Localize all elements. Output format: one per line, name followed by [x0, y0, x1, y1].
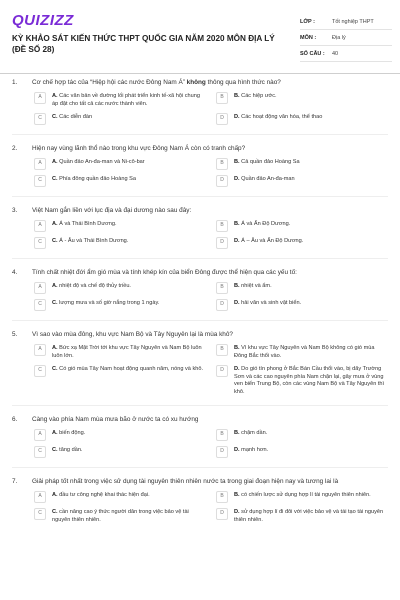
- question-number: 5.: [12, 331, 18, 338]
- option-label: Á - Âu và Thái Bình Dương.: [59, 238, 129, 244]
- option-c[interactable]: [34, 175, 206, 187]
- option-text: [234, 344, 388, 360]
- question-divider: [12, 134, 388, 135]
- option-label: Các diễn đàn: [59, 114, 93, 120]
- question-stem: [12, 330, 388, 339]
- option-key: C.: [52, 238, 58, 244]
- option-letter-box: C: [34, 113, 46, 125]
- option-letter-box: C: [34, 365, 46, 377]
- option-letter-box: C: [34, 446, 46, 458]
- option-letter-box: D: [216, 113, 228, 125]
- options-grid: [12, 344, 388, 396]
- option-label: chậm dần.: [241, 430, 268, 436]
- option-b[interactable]: [216, 158, 388, 170]
- option-label: có chiến lược sử dụng hợp lí tài nguyên thiên nhiên.: [241, 492, 371, 498]
- options-grid: [12, 491, 388, 524]
- option-key: B.: [234, 283, 240, 289]
- option-letter-box: A: [34, 344, 46, 356]
- option-text: [234, 113, 388, 122]
- option-text: [52, 220, 206, 229]
- option-text: [234, 446, 388, 455]
- option-key: A.: [52, 283, 58, 289]
- option-letter-box: B: [216, 220, 228, 232]
- option-letter-box: D: [216, 237, 228, 249]
- option-letter-box: B: [216, 344, 228, 356]
- option-c[interactable]: [34, 237, 206, 249]
- option-a[interactable]: [34, 491, 206, 503]
- option-a[interactable]: [34, 158, 206, 170]
- option-key: A.: [52, 221, 58, 227]
- options-grid: [12, 429, 388, 458]
- option-letter-box: A: [34, 158, 46, 170]
- option-label: lượng mưa và số giờ nắng trong 1 ngày.: [59, 300, 160, 306]
- option-label: Có gió mùa Tây Nam hoạt động quanh năm, nóng và khô.: [59, 366, 204, 372]
- option-text: [52, 491, 206, 500]
- option-text: [234, 282, 388, 291]
- meta-label: LỚP :: [300, 18, 315, 25]
- meta-value: 40: [332, 50, 339, 57]
- quizizz-logo: QUIZIZZ: [12, 12, 74, 29]
- option-label: Bức xạ Mặt Trời tới khu vực Tây Nguyên và Nam Bộ luôn luôn lớn.: [52, 345, 202, 359]
- option-c[interactable]: [34, 299, 206, 311]
- option-text: [52, 158, 206, 167]
- option-text: [52, 113, 206, 122]
- option-letter-box: C: [34, 508, 46, 520]
- question-text: Hiện nay vùng lãnh thổ nào trong khu vực Đông Nam Á còn có tranh chấp?: [32, 145, 246, 152]
- option-text: [234, 158, 388, 167]
- option-text: [234, 175, 388, 184]
- option-letter-box: A: [34, 282, 46, 294]
- question-1: [0, 78, 400, 125]
- option-key: B.: [234, 221, 240, 227]
- question-text: Tính chất nhiệt đới ẩm gió mùa và tính khép kín của biển Đông được thể hiện qua các yếu tố:: [32, 269, 297, 276]
- meta-table: [300, 14, 392, 62]
- option-d[interactable]: [216, 175, 388, 187]
- option-label: mạnh hơn.: [241, 447, 269, 453]
- option-label: Á và Ấn Độ Dương.: [241, 221, 291, 227]
- option-c[interactable]: [34, 365, 206, 396]
- option-text: [234, 365, 388, 396]
- option-key: A.: [52, 430, 58, 436]
- question-stem: [12, 415, 388, 424]
- question-divider: [12, 467, 388, 468]
- option-c[interactable]: [34, 508, 206, 524]
- option-key: D.: [234, 509, 240, 515]
- option-a[interactable]: [34, 92, 206, 108]
- option-label: Do gió tín phong ở Bắc Bán Cầu thổi vào, bị dãy Trường Sơn và các cao nguyên phía Nam chặn lại, gây mưa ở vùng ven biển Trung Bộ, còn các vùng Nam Bộ và Tây Nguyên thì khô.: [234, 366, 385, 395]
- option-label: Các văn bản về đường lối phát triển kinh tế-xã hội chung áp đặt cho tất cả các nước thành viên.: [52, 93, 200, 107]
- question-divider: [12, 258, 388, 259]
- option-b[interactable]: [216, 92, 388, 108]
- option-label: sử dụng hợp lí đi đôi với việc bảo vệ và tái tạo tài nguyên thiên nhiên.: [234, 509, 384, 523]
- option-label: Quần đảo An-đa-man: [241, 176, 295, 182]
- option-label: Á và Thái Bình Dương.: [59, 221, 117, 227]
- option-key: C.: [52, 447, 58, 453]
- option-key: A.: [52, 345, 58, 351]
- option-text: [52, 508, 206, 524]
- option-text: [234, 92, 388, 101]
- option-label: Phía đông quần đảo Hoàng Sa: [59, 176, 136, 182]
- option-letter-box: A: [34, 429, 46, 441]
- option-key: D.: [234, 176, 240, 182]
- option-key: D.: [234, 300, 240, 306]
- option-letter-box: C: [34, 175, 46, 187]
- option-label: đầu tư công nghệ khai thác hiện đại.: [59, 492, 150, 498]
- option-text: [52, 175, 206, 184]
- option-d[interactable]: [216, 237, 388, 249]
- option-letter-box: A: [34, 491, 46, 503]
- meta-row-count: [300, 46, 392, 62]
- option-text: [52, 299, 206, 308]
- question-number: 6.: [12, 416, 18, 423]
- options-grid: [12, 92, 388, 125]
- option-key: B.: [234, 430, 240, 436]
- option-text: [52, 344, 206, 360]
- page-title: KỲ KHẢO SÁT KIẾN THỨC THPT QUỐC GIA NĂM 2020 MÔN ĐỊA LÝ (ĐỀ SỐ 28): [12, 34, 275, 54]
- option-text: [52, 92, 206, 108]
- question-stem: [12, 78, 388, 87]
- worksheet-header: [0, 0, 400, 64]
- option-a[interactable]: [34, 429, 206, 441]
- option-letter-box: C: [34, 299, 46, 311]
- question-text: Giải pháp tốt nhất trong việc sử dụng tài nguyên thiên nhiên nước ta trong giai đoạn hiện nay và tương lai là: [32, 478, 339, 485]
- option-key: C.: [52, 300, 58, 306]
- option-key: A.: [52, 93, 58, 99]
- option-text: [52, 365, 206, 374]
- option-letter-box: D: [216, 175, 228, 187]
- meta-row-subject: [300, 30, 392, 46]
- option-text: [234, 237, 388, 246]
- option-c[interactable]: [34, 113, 206, 125]
- question-5: [0, 330, 400, 396]
- question-3: [0, 206, 400, 249]
- option-key: D.: [234, 366, 240, 372]
- option-d[interactable]: [216, 365, 388, 396]
- meta-row-class: [300, 14, 392, 30]
- meta-value: Tốt nghiệp THPT: [332, 18, 374, 25]
- option-a[interactable]: [34, 282, 206, 294]
- option-label: Các hiệp ước.: [241, 93, 277, 99]
- option-letter-box: B: [216, 282, 228, 294]
- option-letter-box: B: [216, 491, 228, 503]
- option-letter-box: A: [34, 220, 46, 232]
- option-d[interactable]: [216, 446, 388, 458]
- option-c[interactable]: [34, 446, 206, 458]
- option-key: C.: [52, 366, 58, 372]
- option-key: C.: [52, 176, 58, 182]
- option-text: [234, 220, 388, 229]
- option-text: [234, 508, 388, 524]
- meta-label: MÔN :: [300, 34, 317, 41]
- option-label: nhiệt và ẩm.: [241, 283, 272, 289]
- meta-value: Địa lý: [332, 34, 346, 41]
- option-text: [234, 429, 388, 438]
- option-key: D.: [234, 238, 240, 244]
- option-key: A.: [52, 492, 58, 498]
- option-key: C.: [52, 509, 58, 515]
- option-label: biến động.: [59, 430, 86, 436]
- option-label: nhiệt độ và chế độ thủy triều.: [59, 283, 131, 289]
- options-grid: [12, 220, 388, 249]
- option-key: D.: [234, 447, 240, 453]
- question-stem: [12, 206, 388, 215]
- option-letter-box: D: [216, 508, 228, 520]
- question-text: Càng vào phía Nam mùa mưa bão ở nước ta có xu hướng: [32, 416, 199, 423]
- question-number: 1.: [12, 79, 18, 86]
- question-text-emphasis: không: [186, 79, 206, 86]
- option-text: [52, 446, 206, 455]
- option-a[interactable]: [34, 344, 206, 360]
- question-text: Vì sao vào mùa đông, khu vực Nam Bộ và Tây Nguyên lại là mùa khô?: [32, 331, 233, 338]
- option-b[interactable]: [216, 282, 388, 294]
- option-key: B.: [234, 159, 240, 165]
- question-number: 3.: [12, 207, 18, 214]
- option-key: A.: [52, 159, 58, 165]
- question-2: [0, 144, 400, 187]
- question-divider: [12, 405, 388, 406]
- option-label: Á – Âu và Ấn Độ Dương.: [241, 238, 304, 244]
- option-key: C.: [52, 114, 58, 120]
- question-divider: [12, 196, 388, 197]
- option-letter-box: D: [216, 365, 228, 377]
- option-label: Quần đảo An-đa-man và Ni-cô-bar: [59, 159, 145, 165]
- option-label: Cả quần đảo Hoàng Sa: [241, 159, 300, 165]
- option-letter-box: B: [216, 429, 228, 441]
- option-d[interactable]: [216, 113, 388, 125]
- option-label: tăng dần.: [59, 447, 83, 453]
- option-key: B.: [234, 93, 240, 99]
- option-a[interactable]: [34, 220, 206, 232]
- option-text: [52, 237, 206, 246]
- question-stem: [12, 144, 388, 153]
- option-d[interactable]: [216, 508, 388, 524]
- option-text: [52, 429, 206, 438]
- option-key: D.: [234, 114, 240, 120]
- question-stem: [12, 477, 388, 486]
- option-label: cần nâng cao ý thức người dân trong việc bảo vệ tài nguyên thiên nhiên.: [52, 509, 189, 523]
- question-7: [0, 477, 400, 524]
- option-letter-box: D: [216, 446, 228, 458]
- option-b[interactable]: [216, 491, 388, 503]
- header-divider: [0, 73, 400, 74]
- option-d[interactable]: [216, 299, 388, 311]
- question-text: [32, 78, 388, 87]
- option-key: B.: [234, 345, 240, 351]
- option-text: [52, 282, 206, 291]
- option-letter-box: B: [216, 92, 228, 104]
- question-6: [0, 415, 400, 458]
- option-label: Các hoạt động văn hóa, thể thao: [241, 114, 323, 120]
- option-b[interactable]: [216, 344, 388, 360]
- option-letter-box: A: [34, 92, 46, 104]
- option-letter-box: B: [216, 158, 228, 170]
- question-number: 4.: [12, 269, 18, 276]
- question-list: [0, 78, 400, 533]
- question-number: 2.: [12, 145, 18, 152]
- question-text-part: thông qua hình thức nào?: [205, 79, 281, 86]
- options-grid: [12, 282, 388, 311]
- question-stem: [12, 268, 388, 277]
- option-b[interactable]: [216, 220, 388, 232]
- question-text: Việt Nam gắn liền với lục địa và đại dương nào sau đây:: [32, 207, 192, 214]
- meta-label: SỐ CÂU :: [300, 50, 325, 57]
- question-divider: [12, 320, 388, 321]
- option-letter-box: D: [216, 299, 228, 311]
- question-4: [0, 268, 400, 311]
- option-letter-box: C: [34, 237, 46, 249]
- option-text: [234, 299, 388, 308]
- question-text-part: Cơ chế hợp tác của “Hiệp hội các nước Đông Nam Á”: [32, 79, 187, 86]
- question-number: 7.: [12, 478, 18, 485]
- option-b[interactable]: [216, 429, 388, 441]
- option-text: [234, 491, 388, 500]
- option-label: hải văn và sinh vật biển.: [241, 300, 302, 306]
- option-key: B.: [234, 492, 240, 498]
- options-grid: [12, 158, 388, 187]
- option-label: Vì khu vực Tây Nguyên và Nam Bộ không có gió mùa Đông Bắc thổi vào.: [234, 345, 375, 359]
